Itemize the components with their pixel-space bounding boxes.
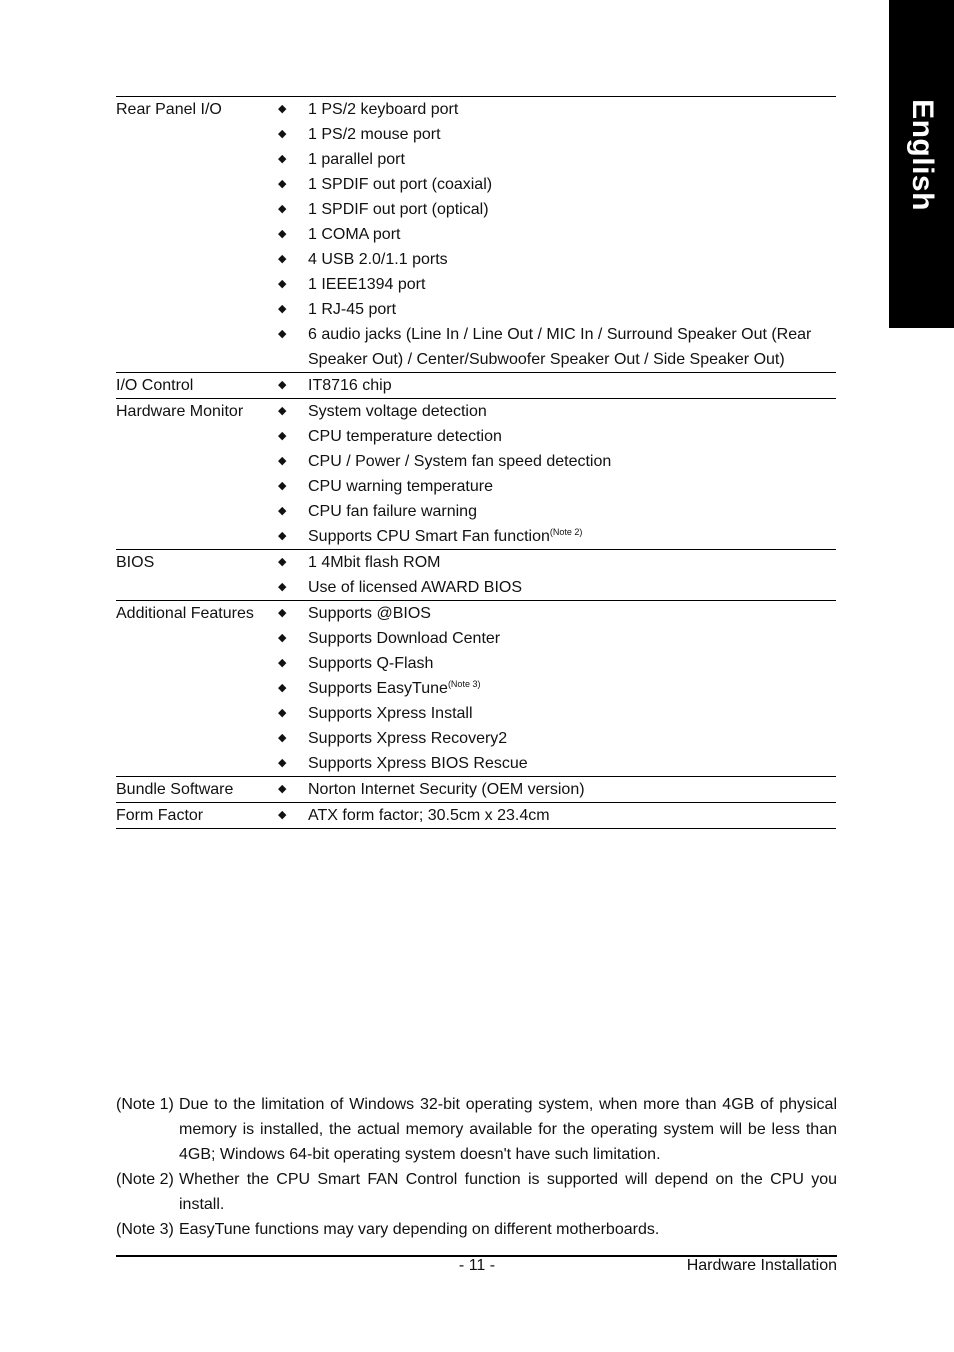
diamond-bullet-icon: ◆: [278, 253, 287, 265]
spec-item-text: [308, 474, 836, 499]
spec-item-text: [308, 122, 836, 147]
spec-item: [278, 373, 836, 398]
spec-item-value: 1 parallel port: [308, 151, 405, 168]
spec-row-label: BIOS: [116, 554, 155, 571]
spec-item-value: CPU temperature detection: [308, 428, 502, 445]
diamond-bullet-icon: ◆: [278, 303, 287, 315]
spec-item-value: Supports Xpress BIOS Rescue: [308, 755, 528, 772]
spec-item: [278, 575, 836, 600]
spec-item: [278, 97, 836, 122]
spec-item-value: 1 PS/2 mouse port: [308, 126, 441, 143]
spec-item-text: [308, 626, 836, 651]
diamond-bullet-icon: ◆: [278, 556, 287, 568]
spec-item-value: 1 COMA port: [308, 226, 401, 243]
spec-row-items: [278, 399, 836, 549]
spec-row-items: [278, 550, 836, 600]
footnote-label: (Note 3): [116, 1221, 174, 1238]
spec-item-value: 1 SPDIF out port (coaxial): [308, 176, 493, 193]
spec-item-value: 6 audio jacks (Line In / Line Out / MIC In / Surround Speaker Out (Rear Speaker Out) / Center/Subwoofer Speaker Out / Side Speaker Out): [308, 326, 812, 368]
spec-row-items: [278, 803, 836, 828]
spec-item: [278, 726, 836, 751]
spec-row: [116, 777, 836, 803]
diamond-bullet-icon: ◆: [278, 581, 287, 593]
diamond-bullet-icon: ◆: [278, 328, 287, 340]
spec-item: [278, 172, 836, 197]
spec-item: [278, 803, 836, 828]
spec-item: [278, 651, 836, 676]
spec-item: [278, 272, 836, 297]
footnote-reference: (Note 3): [447, 679, 481, 689]
spec-item-text: [308, 449, 836, 474]
footnote: [116, 1092, 837, 1167]
spec-item-value: Supports Xpress Recovery2: [308, 730, 508, 747]
spec-item: [278, 449, 836, 474]
spec-item-value: 1 SPDIF out port (optical): [308, 201, 489, 218]
spec-item: [278, 297, 836, 322]
spec-item: [278, 474, 836, 499]
diamond-bullet-icon: ◆: [278, 707, 287, 719]
spec-item: [278, 499, 836, 524]
spec-item-value: CPU fan failure warning: [308, 503, 477, 520]
spec-item: [278, 676, 836, 701]
diamond-bullet-icon: ◆: [278, 178, 287, 190]
spec-item-value: CPU / Power / System fan speed detection: [308, 453, 612, 470]
spec-item-value: Norton Internet Security (OEM version): [308, 781, 585, 798]
spec-item-text: [308, 247, 836, 272]
diamond-bullet-icon: ◆: [278, 203, 287, 215]
spec-item-text: [308, 777, 836, 802]
spec-item-text: [308, 550, 836, 575]
language-tab-label: English: [905, 99, 939, 211]
spec-item-value: IT8716 chip: [308, 377, 392, 394]
footnote: [116, 1217, 837, 1242]
spec-item-value: Supports Download Center: [308, 630, 501, 647]
spec-item-text: [308, 222, 836, 247]
spec-row-label: Additional Features: [116, 605, 254, 622]
spec-item: [278, 751, 836, 776]
diamond-bullet-icon: ◆: [278, 607, 287, 619]
spec-row-items: [278, 777, 836, 802]
spec-row-items: [278, 97, 836, 372]
spec-item-value: System voltage detection: [308, 403, 487, 420]
spec-item: [278, 122, 836, 147]
spec-item: [278, 222, 836, 247]
diamond-bullet-icon: ◆: [278, 732, 287, 744]
spec-item-text: [308, 701, 836, 726]
diamond-bullet-icon: ◆: [278, 430, 287, 442]
spec-table: [116, 96, 836, 829]
spec-row: [116, 399, 836, 550]
spec-item: [278, 701, 836, 726]
diamond-bullet-icon: ◆: [278, 809, 287, 821]
spec-row: [116, 601, 836, 777]
spec-item-text: [308, 803, 836, 828]
spec-row-items: [278, 373, 836, 398]
diamond-bullet-icon: ◆: [278, 682, 287, 694]
spec-item: [278, 147, 836, 172]
spec-row: [116, 97, 836, 373]
spec-item: [278, 197, 836, 222]
spec-item: [278, 399, 836, 424]
spec-item-value: 1 4Mbit flash ROM: [308, 554, 441, 571]
spec-item-value: Supports CPU Smart Fan function: [308, 528, 550, 545]
spec-row-label: Bundle Software: [116, 781, 234, 798]
language-tab: [889, 0, 954, 328]
spec-item-value: 4 USB 2.0/1.1 ports: [308, 251, 448, 268]
diamond-bullet-icon: ◆: [278, 103, 287, 115]
spec-item-text: [308, 575, 836, 600]
spec-item-value: Supports @BIOS: [308, 605, 431, 622]
diamond-bullet-icon: ◆: [278, 153, 287, 165]
spec-item-text: [308, 601, 836, 626]
diamond-bullet-icon: ◆: [278, 379, 287, 391]
spec-item-value: CPU warning temperature: [308, 478, 493, 495]
spec-row-label: Form Factor: [116, 807, 204, 824]
spec-item: [278, 524, 836, 549]
spec-item-value: Supports Q-Flash: [308, 655, 434, 672]
footnote: [116, 1167, 837, 1217]
spec-item: [278, 777, 836, 802]
spec-item: [278, 322, 836, 372]
diamond-bullet-icon: ◆: [278, 783, 287, 795]
spec-item: [278, 626, 836, 651]
spec-row-items: [278, 601, 836, 776]
spec-item-value: ATX form factor; 30.5cm x 23.4cm: [308, 807, 550, 824]
spec-item: [278, 247, 836, 272]
spec-item-value: 1 PS/2 keyboard port: [308, 101, 459, 118]
spec-item-text: [308, 373, 836, 398]
footer-section-title: Hardware Installation: [686, 1257, 837, 1274]
diamond-bullet-icon: ◆: [278, 455, 287, 467]
spec-item-text: [308, 676, 836, 701]
diamond-bullet-icon: ◆: [278, 278, 287, 290]
spec-item: [278, 550, 836, 575]
diamond-bullet-icon: ◆: [278, 480, 287, 492]
spec-item-text: [308, 524, 836, 549]
diamond-bullet-icon: ◆: [278, 128, 287, 140]
spec-item-text: [308, 322, 836, 372]
footnote-text: EasyTune functions may vary depending on different motherboards.: [179, 1221, 660, 1238]
spec-row-label: I/O Control: [116, 377, 194, 394]
diamond-bullet-icon: ◆: [278, 405, 287, 417]
spec-row: [116, 373, 836, 399]
spec-item-text: [308, 399, 836, 424]
spec-item-text: [308, 272, 836, 297]
spec-item-value: Use of licensed AWARD BIOS: [308, 579, 522, 596]
diamond-bullet-icon: ◆: [278, 530, 287, 542]
spec-row-label: Hardware Monitor: [116, 403, 244, 420]
spec-item-text: [308, 751, 836, 776]
spec-item-text: [308, 424, 836, 449]
spec-item: [278, 601, 836, 626]
footnote-reference: (Note 2): [549, 527, 583, 537]
spec-item-text: [308, 297, 836, 322]
spec-item-value: 1 RJ-45 port: [308, 301, 397, 318]
spec-row-label: Rear Panel I/O: [116, 101, 222, 118]
footnote-text: Whether the CPU Smart FAN Control function is supported will depend on the CPU you install.: [179, 1171, 837, 1213]
spec-item-value: Supports EasyTune: [308, 680, 448, 697]
spec-item-value: 1 IEEE1394 port: [308, 276, 426, 293]
spec-item-text: [308, 499, 836, 524]
spec-item-value: Supports Xpress Install: [308, 705, 473, 722]
spec-row: [116, 550, 836, 601]
footnote-label: (Note 1): [116, 1096, 174, 1113]
spec-item-text: [308, 197, 836, 222]
spec-item-text: [308, 172, 836, 197]
diamond-bullet-icon: ◆: [278, 505, 287, 517]
spec-item-text: [308, 651, 836, 676]
diamond-bullet-icon: ◆: [278, 757, 287, 769]
footnote-label: (Note 2): [116, 1171, 174, 1188]
spec-item-text: [308, 726, 836, 751]
diamond-bullet-icon: ◆: [278, 632, 287, 644]
spec-row: [116, 803, 836, 829]
page-number: - 11 -: [458, 1257, 496, 1274]
spec-item-text: [308, 97, 836, 122]
spec-item: [278, 424, 836, 449]
footnote-text: Due to the limitation of Windows 32-bit operating system, when more than 4GB of physical memory is installed, the actual memory available for the operating system will be less than 4GB; Windows 64-bit operating system doesn't have such limitation.: [179, 1096, 837, 1163]
diamond-bullet-icon: ◆: [278, 657, 287, 669]
notes-section: [116, 1092, 837, 1242]
spec-item-text: [308, 147, 836, 172]
diamond-bullet-icon: ◆: [278, 228, 287, 240]
